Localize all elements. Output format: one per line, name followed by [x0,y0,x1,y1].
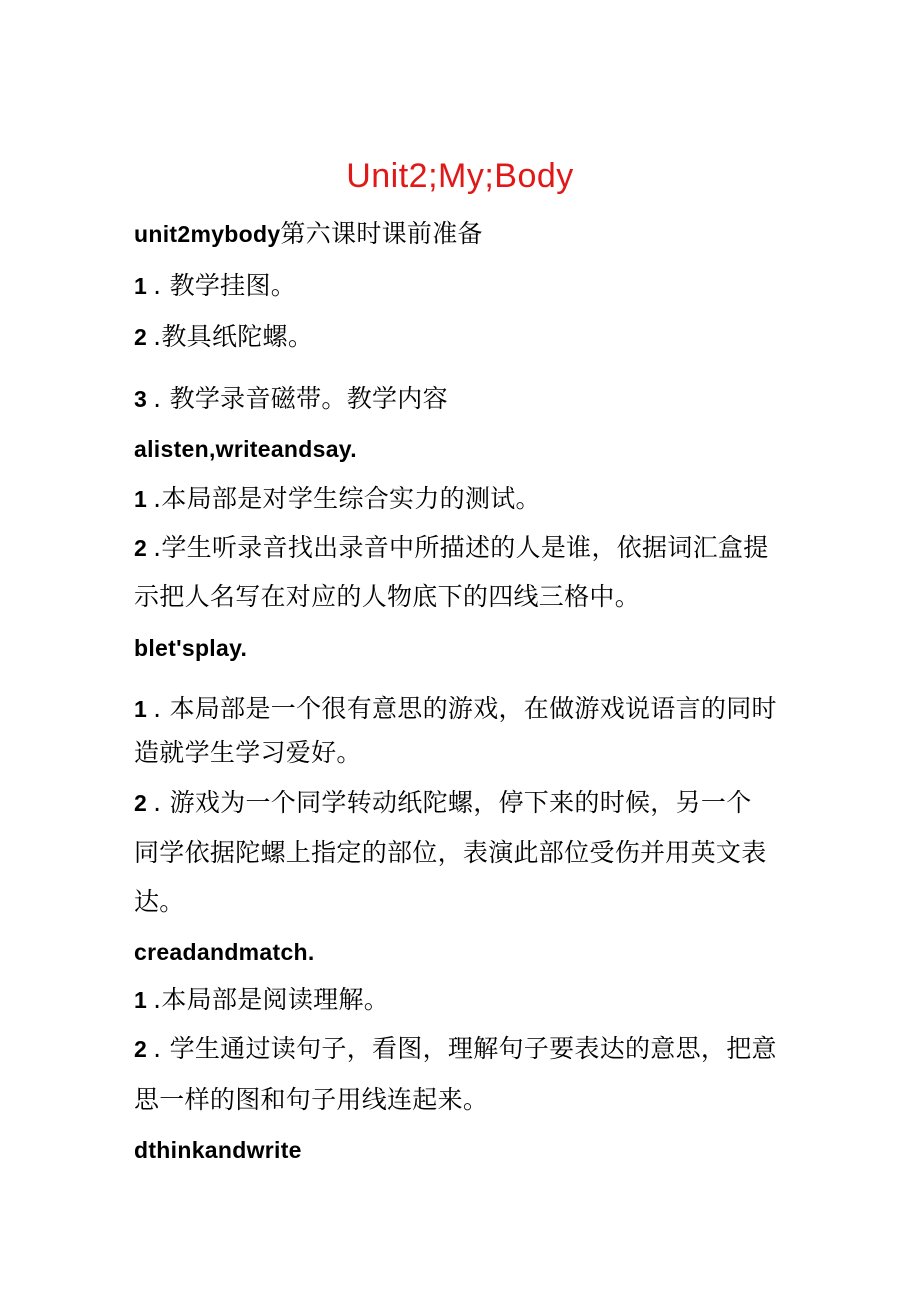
section-b-item-1-number: 1 [134,696,148,722]
section-a-item-1-text: .本局部是对学生综合实力的测试。 [153,484,541,513]
section-a-heading: alisten,writeandsay. [134,436,357,462]
intro-lead: unit2mybody [134,221,281,247]
section-a-item-2-number: 2 [134,535,148,561]
section-c-item-1 [134,974,814,1026]
section-c-item-1-number: 1 [134,987,148,1013]
prep-item-1-number: 1 [134,273,148,299]
section-b-continuation-2: 同学依据陀螺上指定的部位，表演此部位受伤并用英文表 [134,838,767,867]
section-a-item-1 [134,473,814,525]
section-a-item-2 [134,522,814,574]
section-a-item-1-number: 1 [134,486,148,512]
prep-item-1-text: . 教学挂图。 [153,271,297,300]
section-b-item-2 [134,777,814,829]
section-b-item-2-text: . 游戏为一个同学转动纸陀螺，停下来的时候，另一个 [153,788,752,817]
section-a-continuation: 示把人名写在对应的人物底下的四线三格中。 [134,582,641,611]
intro-rest: 第六课时课前准备 [280,219,483,248]
prep-item-3 [134,373,814,425]
intro-line [134,208,814,260]
section-c-item-1-text: .本局部是阅读理解。 [153,985,390,1014]
section-b-continuation-1: 造就学生学习爱好。 [134,738,362,767]
section-c-continuation: 思一样的图和句子用线连起来。 [134,1085,489,1114]
prep-item-1 [134,260,814,312]
prep-item-3-text: . 教学录音磁带。教学内容 [153,384,448,413]
section-c-item-2 [134,1023,814,1075]
section-d-heading: dthinkandwrite [134,1137,302,1163]
prep-item-2-text: .教具纸陀螺。 [153,322,314,351]
section-b-item-2-number: 2 [134,790,148,816]
section-b-heading: blet'splay. [134,635,248,661]
section-a-item-2-text: .学生听录音找出录音中所描述的人是谁，依据词汇盒提 [153,533,769,562]
section-c-item-2-text: . 学生通过读句子，看图，理解句子要表达的意思，把意 [153,1034,777,1063]
prep-item-2 [134,311,814,363]
prep-item-2-number: 2 [134,324,148,350]
document-title: Unit2;My;Body [346,157,574,195]
section-b-item-1-text: . 本局部是一个很有意思的游戏，在做游戏说语言的同时 [153,694,777,723]
section-c-heading: creadandmatch. [134,939,315,965]
prep-item-3-number: 3 [134,386,148,412]
section-b-continuation-3: 达。 [134,887,185,916]
section-c-item-2-number: 2 [134,1036,148,1062]
